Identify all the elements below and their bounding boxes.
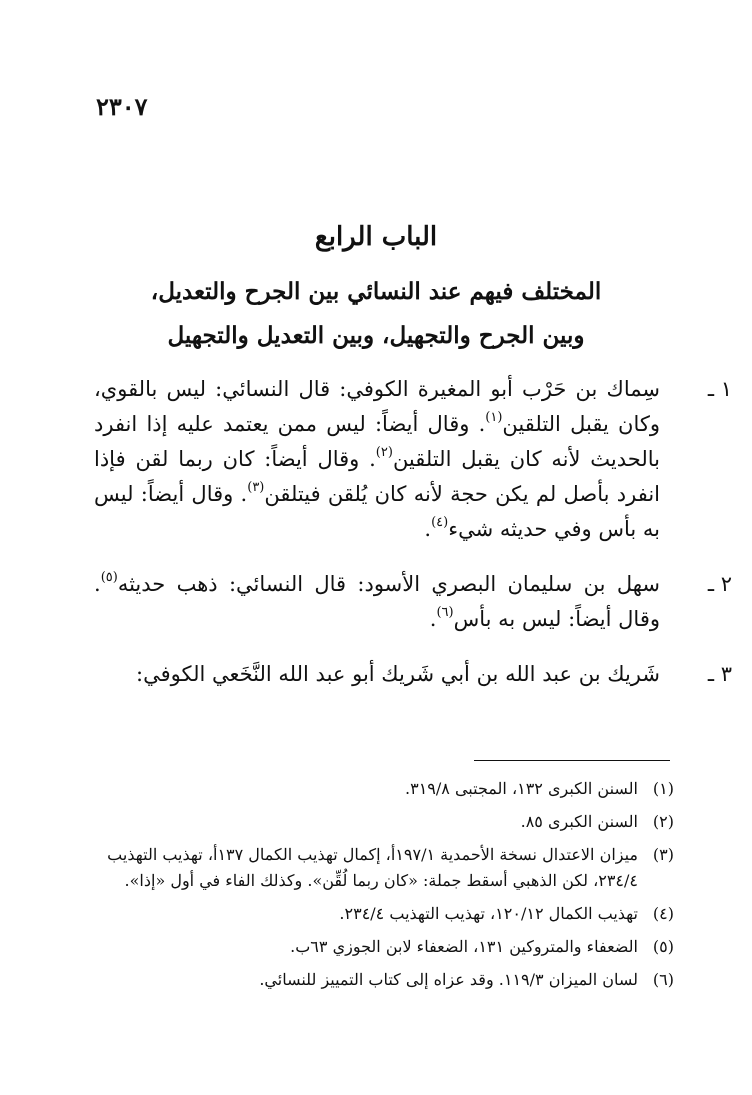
entry-number: ٣ ـ [707, 662, 732, 686]
entry-text-part: . وقال أيضاً: كان ربما لقن فإذا انفرد بأصل لم يكن حجة لأنه كان يُلقن فيتلقن [94, 447, 661, 506]
entry-text-part: . [424, 517, 432, 541]
entry-text [94, 657, 660, 692]
footnote-text: السنن الكبرى ١٣٢، المجتبى ٣١٩/٨. [405, 779, 638, 798]
entry-number: ٢ ـ [707, 572, 732, 596]
footnote-text: السنن الكبرى ٨٥. [520, 812, 638, 831]
narrator-entry [94, 567, 732, 637]
entry-number: ١ ـ [707, 377, 732, 401]
page-number: ٢٣٠٧ [96, 92, 148, 121]
narrator-entry [94, 657, 732, 692]
footnote-separator [474, 760, 670, 761]
footnote-ref[interactable]: (٦) [436, 605, 454, 620]
footnote-ref[interactable]: (٣) [247, 480, 265, 495]
entry-text-part: . وقال أيضاً: ليس به بأس [94, 572, 660, 631]
entry-text-part: سهل بن سليمان البصري الأسود: قال النسائي: ذهب حديثه [117, 572, 660, 596]
footnotes [104, 776, 674, 1000]
footnote-ref[interactable]: (١) [485, 410, 503, 425]
chapter-subtitle [140, 270, 612, 358]
footnote-number: (١) [652, 779, 674, 798]
footnote [104, 842, 674, 894]
narrator-entry [94, 372, 732, 547]
footnote-text: لسان الميزان ١١٩/٣. وقد عزاه إلى كتاب التمييز للنسائي. [259, 970, 638, 989]
footnote [104, 901, 674, 927]
entry-text-part: شَريك بن عبد الله بن أبي شَريك أبو عبد الله النَّخَعي الكوفي: [136, 662, 660, 686]
chapter-title: الباب الرابع [314, 222, 438, 252]
footnote-ref[interactable]: (٤) [431, 515, 449, 530]
footnote-number: (٤) [652, 904, 674, 923]
footnote [104, 809, 674, 835]
entry-text-part: . وقال أيضاً: ليس ممن يعتمد عليه إذا انفرد بالحديث لأنه كان يقبل التلقين [94, 412, 660, 471]
footnote-number: (٢) [652, 812, 674, 831]
narrator-entries [94, 372, 732, 712]
entry-text [94, 567, 660, 637]
footnote-text: تهذيب الكمال ١٢٠/١٢، تهذيب التهذيب ٢٣٤/٤. [339, 904, 638, 923]
footnote-number: (٣) [652, 845, 674, 864]
footnote [104, 967, 674, 993]
footnote [104, 776, 674, 802]
entry-text-part: سِماك بن حَرْب أبو المغيرة الكوفي: قال النسائي: ليس بالقوي، وكان يقبل التلقين [94, 377, 660, 436]
footnote-text: ميزان الاعتدال نسخة الأحمدية ١٩٧/١أ، إكمال تهذيب الكمال ١٣٧أ، تهذيب التهذيب ٢٣٤/٤، لكن الذهبي أسقط جملة: «كان ربما لُقِّن». وكذلك الفاء في أول «إذا». [107, 845, 638, 890]
footnote [104, 934, 674, 960]
subtitle-line-1: المختلف فيهم عند النسائي بين الجرح والتعديل، [150, 278, 602, 305]
entry-text-part: . وقال أيضاً: ليس به بأس وفي حديثه شيء [94, 482, 660, 541]
footnote-ref[interactable]: (٢) [375, 445, 393, 460]
entry-text-part: . [429, 607, 437, 631]
footnote-number: (٦) [652, 970, 674, 989]
footnote-text: الضعفاء والمتروكين ١٣١، الضعفاء لابن الجوزي ٦٣ب. [290, 937, 638, 956]
footnote-ref[interactable]: (٥) [100, 570, 118, 585]
entry-text [94, 372, 660, 547]
subtitle-line-2: وبين الجرح والتجهيل، وبين التعديل والتجهيل [167, 322, 585, 349]
footnote-number: (٥) [652, 937, 674, 956]
